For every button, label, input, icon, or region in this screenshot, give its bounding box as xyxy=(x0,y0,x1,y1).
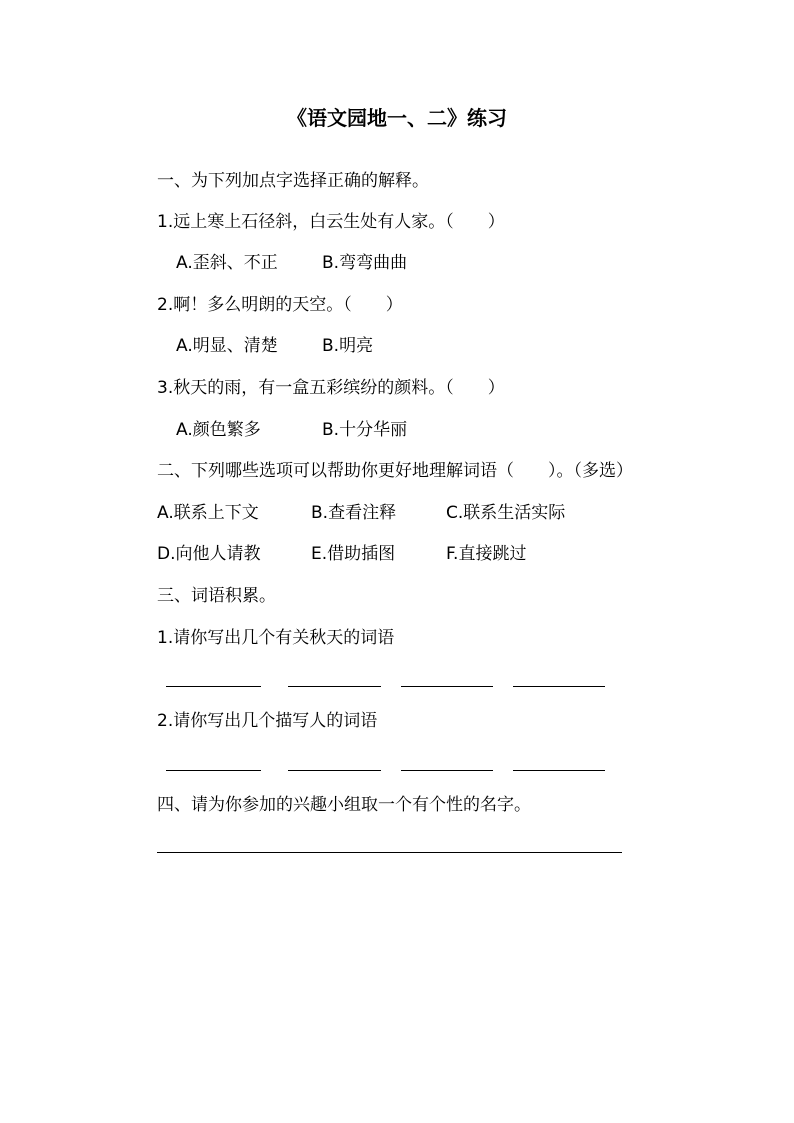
section2-option-f: F.直接跳过 xyxy=(446,544,527,564)
section2-option-e: E.借助插图 xyxy=(311,544,396,564)
question-2-option-a: A.明显、清楚 xyxy=(176,336,278,356)
question-1-option-b: B.弯弯曲曲 xyxy=(322,253,408,273)
section4-heading: 四、请为你参加的兴趣小组取一个有个性的名字。 xyxy=(157,795,531,815)
section1-heading: 一、为下列加点字选择正确的解释。 xyxy=(157,171,429,191)
answer-blank[interactable] xyxy=(166,686,261,687)
answer-blank[interactable] xyxy=(513,686,605,687)
section3-item-2-prompt: 2.请你写出几个描写人的词语 xyxy=(157,711,378,731)
section2-option-b: B.查看注释 xyxy=(311,503,397,523)
answer-blank[interactable] xyxy=(401,686,493,687)
question-1-stem: 1.远上寒上石径斜，白云生处有人家。（ ） xyxy=(157,212,505,232)
question-2-stem: 2.啊！多么明朗的天空。（ ） xyxy=(157,295,403,315)
page-title: 《语文园地一、二》练习 xyxy=(287,106,507,130)
section2-heading: 二、下列哪些选项可以帮助你更好地理解词语（ ）。（多选） xyxy=(157,461,633,481)
section3-item-1-prompt: 1.请你写出几个有关秋天的词语 xyxy=(157,628,395,648)
section2-option-a: A.联系上下文 xyxy=(157,503,259,523)
section2-option-c: C.联系生活实际 xyxy=(446,503,566,523)
section3-heading: 三、词语积累。 xyxy=(157,586,276,606)
answer-blank[interactable] xyxy=(401,770,493,771)
question-3-option-a: A.颜色繁多 xyxy=(176,420,261,440)
answer-blank-long[interactable] xyxy=(157,852,622,853)
question-3-stem: 3.秋天的雨，有一盒五彩缤纷的颜料。（ ） xyxy=(157,378,505,398)
section2-option-d: D.向他人请教 xyxy=(157,544,261,564)
question-1-option-a: A.歪斜、不正 xyxy=(176,253,278,273)
answer-blank[interactable] xyxy=(288,770,381,771)
question-2-option-b: B.明亮 xyxy=(322,336,374,356)
question-3-option-b: B.十分华丽 xyxy=(322,420,408,440)
answer-blank[interactable] xyxy=(513,770,605,771)
answer-blank[interactable] xyxy=(166,770,261,771)
answer-blank[interactable] xyxy=(288,686,381,687)
